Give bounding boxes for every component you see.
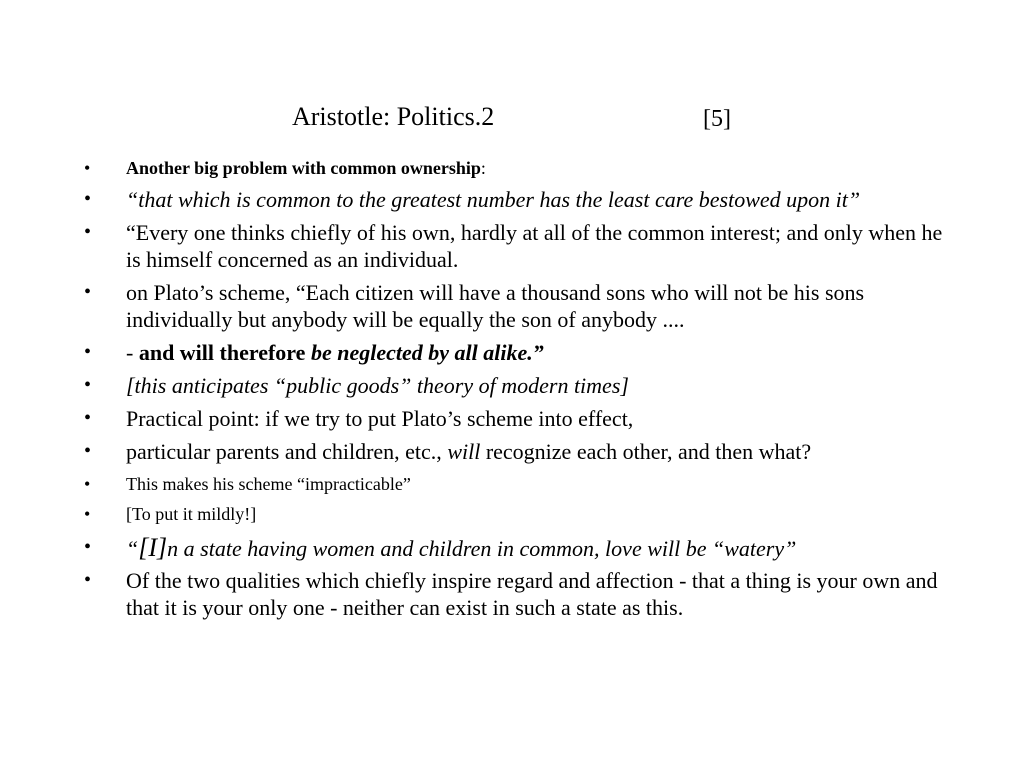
bullet-marker: • <box>84 474 91 494</box>
bullet-text-quote: “that which is common to the greatest number has the least care bestowed upon it” <box>126 187 861 212</box>
bullet-text: particular parents and children, etc., <box>126 439 448 464</box>
bullet-text-bold: and will therefore <box>138 340 311 365</box>
bullet-marker: • <box>84 504 91 524</box>
bullet-marker: • <box>84 440 92 462</box>
bullet-marker: • <box>84 221 92 243</box>
bullet-text-italic: [this anticipates “public goods” theory of modern times] <box>126 373 629 398</box>
bullet-item <box>84 533 944 563</box>
bullet-dash: - <box>126 340 139 365</box>
bullet-text: on Plato’s scheme, “Each citizen will have a thousand sons who will not be his sons individually but anybody will be equally the son of anybody .... <box>126 280 865 332</box>
bullet-item <box>84 372 944 399</box>
bullet-marker: • <box>84 341 92 363</box>
bullet-open-quote: “ <box>126 536 139 561</box>
bullet-item <box>84 438 944 465</box>
bullet-marker: • <box>84 569 92 591</box>
bullet-item <box>84 471 944 497</box>
bullet-text: This makes his scheme “impracticable” <box>126 474 411 494</box>
slide-title: Aristotle: Politics.2 <box>292 102 495 131</box>
bullet-item <box>84 339 944 366</box>
bullet-marker: • <box>84 158 91 178</box>
bullet-text-italic: n a state having women and children in common, love will be “watery” <box>167 536 797 561</box>
bullet-item <box>84 405 944 432</box>
bullet-text: Of the two qualities which chiefly inspire regard and affection - that a thing is your own and that it is your only one - neither can exist in such a state as this. <box>126 568 938 620</box>
slide-number: [5] <box>703 106 731 132</box>
bullet-text: recognize each other, and then what? <box>480 439 812 464</box>
bullet-marker: • <box>84 188 92 210</box>
bullet-text: : <box>480 158 486 178</box>
bullet-marker: • <box>84 536 92 558</box>
bullet-bracket: [I] <box>138 533 168 562</box>
bullet-item <box>84 155 944 182</box>
bullet-item <box>84 501 944 527</box>
bullet-text: Practical point: if we try to put Plato’s scheme into effect, <box>126 406 634 431</box>
bullet-text-italic: will <box>447 439 481 464</box>
bullet-list <box>84 155 944 625</box>
bullet-marker: • <box>84 374 92 396</box>
bullet-marker: • <box>84 407 92 429</box>
bullet-text-bold: Another big problem with common ownership <box>126 158 481 178</box>
bullet-item <box>84 186 944 213</box>
bullet-item <box>84 279 944 333</box>
bullet-item <box>84 219 944 273</box>
bullet-item <box>84 567 944 621</box>
bullet-text: “Every one thinks chiefly of his own, hardly at all of the common interest; and only when he is himself concerned as an individual. <box>126 220 943 272</box>
bullet-marker: • <box>84 281 92 303</box>
bullet-text-bold-italic: be neglected by all alike.” <box>310 340 544 365</box>
bullet-text: [To put it mildly!] <box>126 504 257 524</box>
